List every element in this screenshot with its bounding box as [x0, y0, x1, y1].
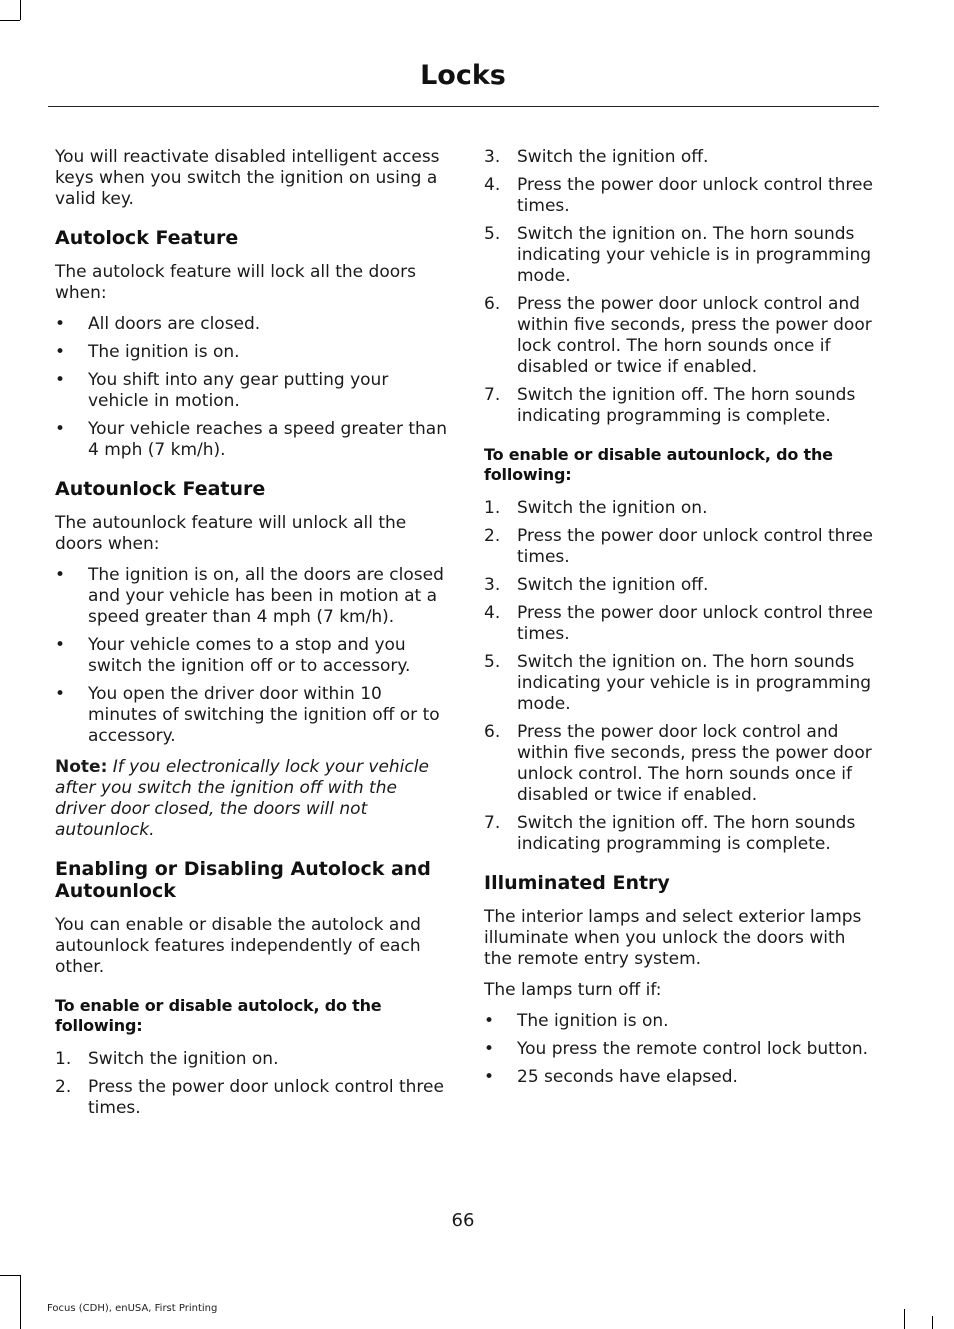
- step-item: 6. Press the power door unlock control and within five seconds, press the power door lock control. The horn sounds once if disabled or twice if enabled.: [484, 294, 872, 377]
- enabling-intro: You can enable or disable the autolock and autounlock features independently of each other.: [55, 915, 421, 977]
- title-rule: [48, 106, 879, 107]
- step-number: 3.: [484, 147, 501, 167]
- bullet: •: [484, 1039, 495, 1059]
- step-number: 2.: [55, 1077, 72, 1097]
- list-item: • 25 seconds have elapsed.: [484, 1067, 738, 1087]
- bullet: •: [55, 565, 66, 585]
- page-number: 66: [451, 1210, 475, 1231]
- step-item: 4. Press the power door unlock control three times.: [484, 603, 873, 644]
- step-item: 2. Press the power door unlock control three times.: [55, 1077, 444, 1118]
- step-item: 5. Switch the ignition on. The horn sounds indicating your vehicle is in programming mode.: [484, 652, 872, 714]
- left-column: [55, 147, 447, 1129]
- autounlock-list: [55, 565, 447, 747]
- crop-mark: [932, 1316, 933, 1329]
- autolock-steps-continued: [484, 147, 876, 427]
- step-number: 1.: [55, 1049, 72, 1069]
- list-item: • The ignition is on, all the doors are closed and your vehicle has been in motion at a speed greater than 4 mph (7 km/h).: [55, 565, 444, 627]
- list-item: • You open the driver door within 10 minutes of switching the ignition off or to accessory.: [55, 684, 440, 746]
- step-item: 2. Press the power door unlock control three times.: [484, 526, 873, 567]
- autolock-steps-list: [55, 1049, 447, 1119]
- step-item: 4. Press the power door unlock control three times.: [484, 175, 873, 216]
- lamps-off-intro: The lamps turn off if:: [484, 980, 662, 1000]
- note-text: If you electronically lock your vehicle after you switch the ignition off with the driver door closed, the doors will not autounlock.: [55, 757, 429, 840]
- list-item: • Your vehicle comes to a stop and you switch the ignition off or to accessory.: [55, 635, 411, 676]
- bullet: •: [55, 370, 66, 390]
- step-item: 3. Switch the ignition off.: [484, 147, 709, 167]
- list-item: • You shift into any gear putting your vehicle in motion.: [55, 370, 389, 411]
- step-number: 6.: [484, 294, 501, 314]
- note-label: Note:: [55, 757, 108, 777]
- list-item: • The ignition is on.: [484, 1011, 669, 1031]
- autounlock-steps-list: [484, 498, 876, 855]
- crop-mark: [0, 20, 20, 21]
- step-item: 6. Press the power door lock control and within five seconds, press the power door unlock control. The horn sounds once if disabled or twice if enabled.: [484, 722, 872, 805]
- step-number: 5.: [484, 224, 501, 244]
- list-item: • The ignition is on.: [55, 342, 240, 362]
- right-column: [484, 147, 876, 1098]
- crop-mark: [0, 1275, 20, 1276]
- illuminated-entry-heading: Illuminated Entry: [484, 872, 670, 894]
- step-item: 7. Switch the ignition off. The horn sounds indicating programming is complete.: [484, 813, 856, 854]
- lamps-off-list: [484, 1011, 876, 1088]
- autolock-intro: The autolock feature will lock all the doors when:: [55, 262, 416, 303]
- page-title: Locks: [420, 60, 506, 91]
- bullet: •: [55, 419, 66, 439]
- autounlock-procedure-heading: To enable or disable autounlock, do the following:: [484, 445, 833, 484]
- autolock-heading: Autolock Feature: [55, 227, 239, 249]
- crop-mark: [904, 1309, 905, 1329]
- step-number: 7.: [484, 813, 501, 833]
- step-number: 4.: [484, 175, 501, 195]
- step-number: 6.: [484, 722, 501, 742]
- list-item: • All doors are closed.: [55, 314, 261, 334]
- autolock-procedure-heading: To enable or disable autolock, do the following:: [55, 996, 382, 1035]
- list-item: • You press the remote control lock button.: [484, 1039, 869, 1059]
- step-item: 1. Switch the ignition on.: [484, 498, 708, 518]
- bullet: •: [55, 684, 66, 704]
- print-footer: Focus (CDH), enUSA, First Printing: [47, 1303, 218, 1314]
- bullet: •: [484, 1011, 495, 1031]
- bullet: •: [484, 1067, 495, 1087]
- crop-mark: [20, 1275, 21, 1329]
- autounlock-heading: Autounlock Feature: [55, 478, 266, 500]
- autolock-list: [55, 314, 447, 461]
- step-number: 7.: [484, 385, 501, 405]
- step-number: 5.: [484, 652, 501, 672]
- step-item: 5. Switch the ignition on. The horn sounds indicating your vehicle is in programming mode.: [484, 224, 872, 286]
- step-item: 3. Switch the ignition off.: [484, 575, 709, 595]
- list-item: • Your vehicle reaches a speed greater than 4 mph (7 km/h).: [55, 419, 447, 460]
- intro-paragraph: You will reactivate disabled intelligent access keys when you switch the ignition on using a valid key.: [55, 147, 440, 209]
- step-item: 7. Switch the ignition off. The horn sounds indicating programming is complete.: [484, 385, 856, 426]
- step-number: 4.: [484, 603, 501, 623]
- step-number: 1.: [484, 498, 501, 518]
- illuminated-intro: The interior lamps and select exterior lamps illuminate when you unlock the doors with the remote entry system.: [484, 907, 862, 969]
- step-number: 3.: [484, 575, 501, 595]
- note: [55, 757, 447, 841]
- autounlock-intro: The autounlock feature will unlock all the doors when:: [55, 513, 407, 554]
- bullet: •: [55, 342, 66, 362]
- bullet: •: [55, 314, 66, 334]
- crop-mark: [20, 0, 21, 20]
- bullet: •: [55, 635, 66, 655]
- step-number: 2.: [484, 526, 501, 546]
- step-item: 1. Switch the ignition on.: [55, 1049, 279, 1069]
- enabling-heading: Enabling or Disabling Autolock and Autounlock: [55, 858, 431, 902]
